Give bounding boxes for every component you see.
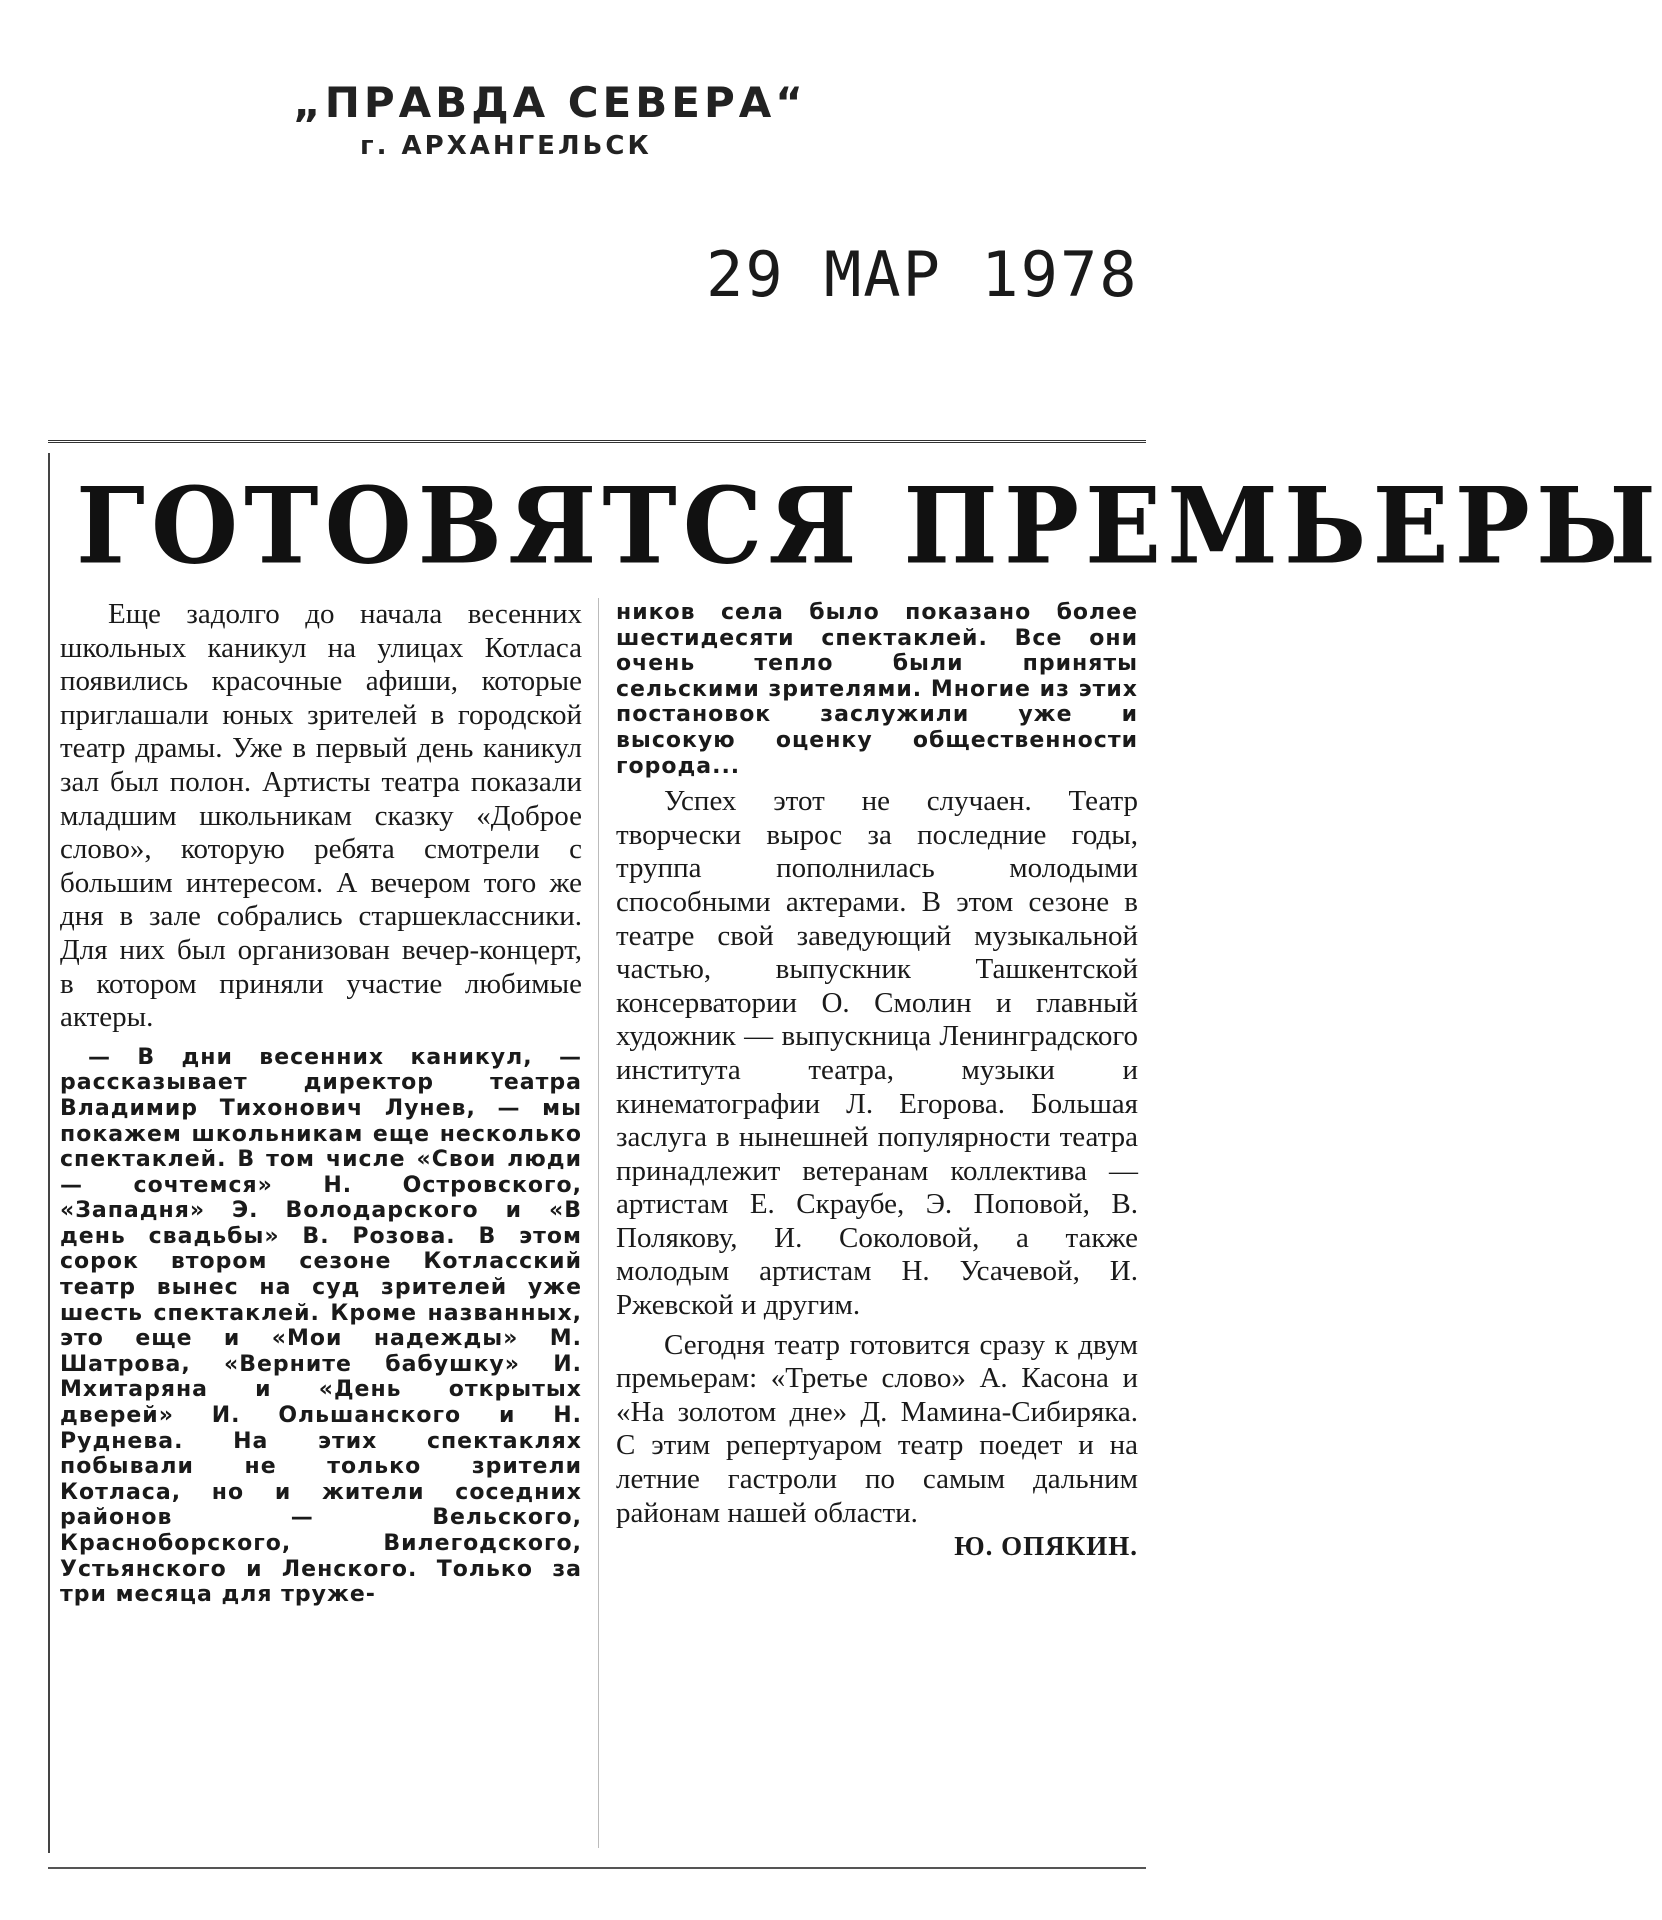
article-quote-continuation: ников села было показано более шестидесяти спектаклей. Все они очень тепло были приняты сельскими зрителями. Многие из этих постановок заслужили уже и высокую оценку общественности города... [616, 600, 1138, 779]
date-stamp: 29 МАР 1978 [706, 238, 1139, 311]
author-name: Ю. ОПЯКИН. [954, 1531, 1138, 1562]
article-quote-paragraph: — В дни весенних каникул, — рассказывает директор театра Владимир Тихонович Лунев, — мы покажем школьникам еще несколько спектаклей. В том числе «Свои люди — сочтемся» Н. Островского, «Западня» Э. Володарского и «В день свадьбы» В. Розова. В этом сорок втором сезоне Котласский театр вынес на суд зрителей уже шесть спектаклей. Кроме названных, это еще и «Мои надежды» М. Шатрова, «Верните бабушку» И. Мхитаряна и «День открытых дверей» И. Ольшанского и Н. Руднева. На этих спектаклях побывали не только зрители Котласа, но и жители соседних районов — Вельского, Красноборского, Вилегодского, Устьянского и Ленского. Только за три месяца для тружe- [60, 1044, 582, 1608]
newspaper-city: г. АРХАНГЕЛЬСК [360, 131, 652, 161]
article-paragraph: Сегодня театр готовится сразу к двум премьерам: «Третье слово» А. Касона и «На золотом дне» Д. Мамина-Сибиряка. С этим репертуаром театр поедет и на летние гастроли по самым дальним районам нашей области. [616, 1328, 1138, 1529]
newspaper-masthead [290, 78, 810, 161]
article-paragraph: Успех этот не случаен. Театр творчески вырос за последние годы, труппа пополнилась молодыми способными актерами. В этом сезоне в театре свой заведующий музыкальной частью, выпускник Ташкентской консерватории О. Смолин и главный художник — выпускница Ленинградского института театра, музыки и кинематографии Л. Егорова. Большая заслуга в нынешней популярности театра принадлежит ветеранам коллектива — артистам Е. Скраубе, Э. Поповой, В. Полякову, И. Соколовой, а также молодым артистам Н. Усачевой, И. Ржевской и другим. [616, 785, 1138, 1322]
column-divider [598, 598, 599, 1848]
newspaper-name: „ПРАВДА СЕВЕРА“ [293, 78, 807, 127]
clipping-left-rule [48, 453, 50, 1853]
article-paragraph: Еще задолго до начала весенних школьных каникул на улицах Котласа появились красочные афиши, которые приглашали юных зрителей в городской театр драмы. Уже в первый день каникул зал был полон. Артисты театра показали младшим школьникам сказку «Доброе слово», которую ребята смотрели с большим интересом. А вечером того же дня в зале собрались старшеклассники. Для них был организован вечер-концерт, в котором приняли участие любимые актеры. [60, 598, 582, 1034]
article-left-column [60, 598, 582, 1608]
author-byline [616, 1530, 1138, 1564]
article-right-column [616, 600, 1138, 1564]
article-headline: ГОТОВЯТСЯ ПРЕМЬЕРЫ [76, 463, 1662, 588]
